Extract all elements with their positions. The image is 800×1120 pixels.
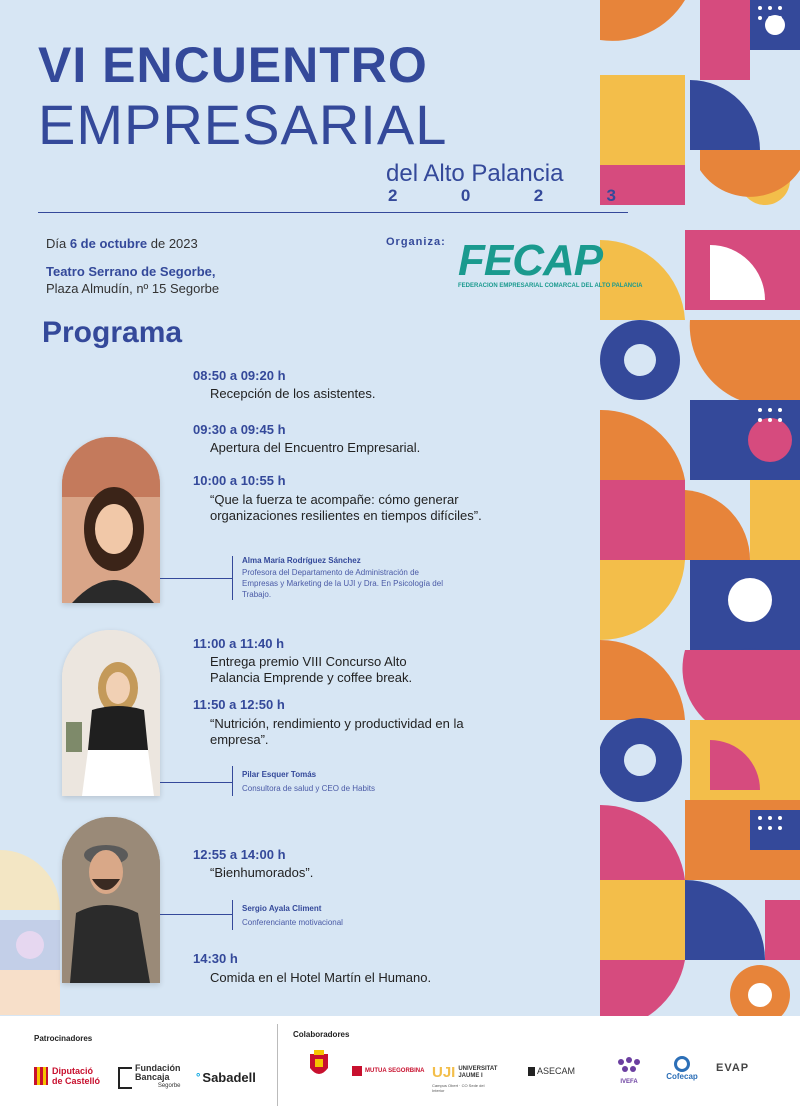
year-digit: 2 bbox=[388, 186, 398, 205]
cofecap-icon bbox=[674, 1056, 690, 1072]
program-description: Apertura del Encuentro Empresarial. bbox=[210, 440, 421, 455]
ivefa-logo bbox=[612, 1056, 646, 1085]
year bbox=[388, 186, 616, 206]
mutua-icon bbox=[352, 1066, 362, 1076]
speaker-connector-bar bbox=[232, 900, 233, 930]
diputacio-logo bbox=[34, 1066, 100, 1086]
cofecap-logo bbox=[660, 1056, 704, 1081]
sabadell-text: Sabadell bbox=[202, 1070, 256, 1085]
speaker-photo bbox=[62, 817, 160, 983]
speaker-connector-bar bbox=[232, 766, 233, 796]
mutua-text: MUTUA SEGORBINA bbox=[365, 1068, 425, 1074]
program-heading: Programa bbox=[42, 316, 183, 349]
ivefa-text: IVEFA bbox=[620, 1079, 638, 1085]
speaker-3-portrait bbox=[62, 817, 160, 983]
speaker-connector bbox=[160, 578, 232, 579]
program-description: Comida en el Hotel Martín el Humano. bbox=[210, 970, 432, 985]
program-time: 12:55 a 14:00 h bbox=[193, 847, 286, 862]
program-time: 11:50 a 12:50 h bbox=[193, 697, 285, 712]
year-digit: 2 bbox=[533, 186, 544, 205]
event-date bbox=[46, 236, 198, 251]
uji-mark: UJI bbox=[432, 1064, 456, 1081]
title-line-1: VI ENCUENTRO bbox=[38, 37, 428, 93]
program-description: “Que la fuerza te acompañe: cómo generar organizaciones resilientes en tiempos difíciles”. bbox=[210, 492, 482, 523]
bancaja-line2: Bancaja bbox=[135, 1072, 170, 1082]
speaker-connector bbox=[160, 782, 232, 783]
year-digit: 3 bbox=[606, 186, 616, 205]
program-description: “Nutrición, rendimiento y productividad en la empresa”. bbox=[210, 716, 464, 747]
diputacio-icon bbox=[34, 1067, 48, 1085]
date-prefix: Día bbox=[46, 236, 70, 251]
program-description: Recepción de los asistentes. bbox=[210, 386, 376, 401]
mutua-segorbina-logo bbox=[352, 1066, 424, 1076]
subtitle: del Alto Palancia bbox=[386, 160, 564, 187]
collaborators-label: Colaboradores bbox=[293, 1030, 350, 1039]
sabadell-logo bbox=[196, 1070, 256, 1085]
speaker-photo bbox=[62, 630, 160, 796]
diputacio-text bbox=[52, 1066, 100, 1086]
bancaja-line3: Segorbe bbox=[157, 1083, 181, 1089]
speaker-name: Sergio Ayala Climent bbox=[242, 904, 322, 913]
event-address: Plaza Almudín, nº 15 Segorbe bbox=[46, 281, 220, 296]
sponsors-label: Patrocinadores bbox=[34, 1034, 93, 1043]
uji-text: UNIVERSITAT JAUME I bbox=[458, 1065, 498, 1079]
fundacion-bancaja-logo bbox=[118, 1064, 181, 1091]
speaker-2-portrait bbox=[62, 630, 160, 796]
fecap-logo: FECAP bbox=[458, 236, 603, 285]
left-pattern bbox=[0, 850, 60, 1015]
year-digit: 0 bbox=[460, 186, 471, 205]
speaker-1-portrait bbox=[62, 437, 160, 603]
title-line-2: EMPRESARIAL bbox=[38, 93, 448, 156]
program-time: 14:30 h bbox=[193, 951, 238, 966]
program-description: “Bienhumorados”. bbox=[210, 865, 314, 880]
bancaja-icon bbox=[118, 1067, 132, 1089]
fecap-logo-subtitle: FEDERACION EMPRESARIAL COMARCAL DEL ALTO PALANCIA bbox=[458, 283, 643, 289]
bancaja-text bbox=[135, 1064, 181, 1091]
organizer-label: Organiza: bbox=[386, 236, 446, 248]
speaker-role: Conferenciante motivacional bbox=[242, 918, 343, 927]
program-time: 09:30 a 09:45 h bbox=[193, 422, 286, 437]
program-description: Entrega premio VIII Concurso Alto Palancia Emprende y coffee break. bbox=[210, 654, 413, 685]
asecam-icon bbox=[528, 1067, 535, 1076]
ivefa-icon bbox=[615, 1056, 643, 1074]
cofecap-text: Cofecap bbox=[666, 1072, 698, 1081]
asecam-logo bbox=[528, 1066, 575, 1076]
speaker-role: Consultora de salud y CEO de Habits bbox=[242, 784, 375, 793]
speaker-connector bbox=[160, 914, 232, 915]
date-bold: 6 de octubre bbox=[69, 236, 148, 251]
speaker-connector-bar bbox=[232, 556, 233, 600]
speaker-role: Profesora del Departamento de Administración de Empresas y Marketing de la UJI y Dra. En Psicología del Trabajo. bbox=[242, 568, 443, 599]
geometric-pattern bbox=[600, 0, 800, 1040]
uji-logo bbox=[432, 1064, 498, 1081]
speaker-name: Alma María Rodríguez Sánchez bbox=[242, 556, 361, 565]
speaker-name: Pilar Esquer Tomás bbox=[242, 770, 317, 779]
diputacio-line2: de Castelló bbox=[52, 1076, 101, 1086]
ayuntamiento-segorbe-shield-icon bbox=[308, 1050, 330, 1080]
uji-subtitle: Campus Obert · CO Sede del Interior bbox=[432, 1083, 485, 1093]
evap-logo: EVAP bbox=[716, 1062, 750, 1074]
program-time: 11:00 a 11:40 h bbox=[193, 636, 285, 651]
diputacio-line1: Diputació bbox=[52, 1066, 94, 1076]
bancaja-line1: Fundación bbox=[135, 1063, 181, 1073]
program-time: 08:50 a 09:20 h bbox=[193, 368, 286, 383]
date-suffix: de 2023 bbox=[147, 236, 198, 251]
program-time: 10:00 a 10:55 h bbox=[193, 473, 286, 488]
sabadell-icon: ° bbox=[196, 1071, 201, 1084]
footer-divider bbox=[277, 1024, 278, 1106]
header-divider bbox=[38, 212, 628, 213]
asecam-text: ASECAM bbox=[537, 1066, 576, 1076]
event-venue: Teatro Serrano de Segorbe, bbox=[46, 264, 216, 279]
speaker-photo bbox=[62, 437, 160, 603]
